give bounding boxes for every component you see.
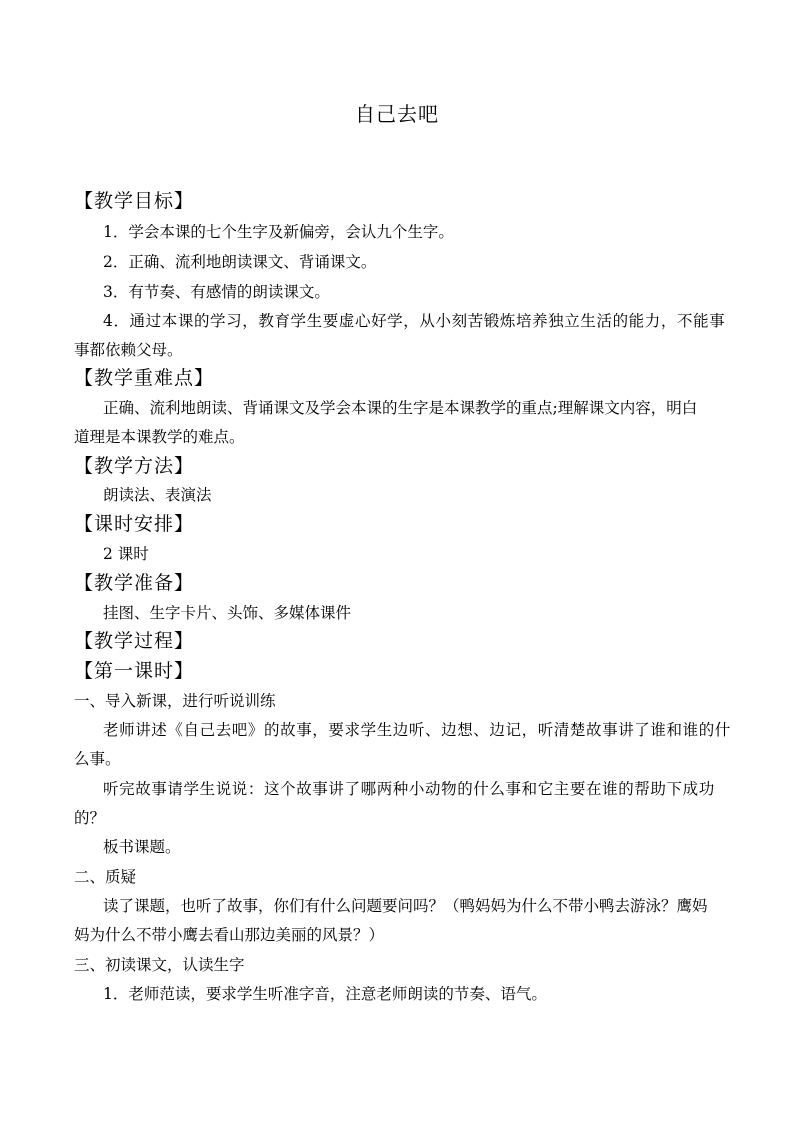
section-1-heading: 一、导入新课，进行听说训练 [74, 692, 276, 710]
heading-process: 【教学过程】 [74, 630, 195, 652]
goal-item-continued: 事都依赖父母。 [74, 341, 183, 359]
section-1-paragraph-continued: 的？ [74, 809, 106, 827]
heading-goals: 【教学目标】 [74, 190, 195, 212]
heading-schedule: 【课时安排】 [74, 513, 195, 535]
section-1-paragraph: 板书课题。 [103, 838, 181, 856]
section-1-paragraph-continued: 么事。 [74, 750, 121, 768]
section-2-paragraph: 读了课题，也听了故事，你们有什么问题要问吗？（鸭妈妈为什么不带小鸭去游泳？鹰妈 [103, 897, 708, 915]
heading-key-points: 【教学重难点】 [74, 367, 215, 389]
key-points-text: 正确、流利地朗读、背诵课文及学会本课的生字是本课教学的重点;理解课文内容，明白 [103, 399, 698, 417]
schedule-text: 2 课时 [103, 545, 149, 563]
goal-item: 1．学会本课的七个生字及新偏旁，会认九个生字。 [103, 223, 454, 241]
heading-first-lesson: 【第一课时】 [74, 660, 195, 682]
goal-item: 4．通过本课的学习，教育学生要虚心好学，从小刻苦锻炼培养独立生活的能力，不能事 [103, 312, 726, 330]
heading-methods: 【教学方法】 [74, 455, 195, 477]
key-points-text-continued: 道理是本课教学的难点。 [74, 428, 245, 446]
section-1-paragraph: 老师讲述《自己去吧》的故事，要求学生边听、边想、边记，听清楚故事讲了谁和谁的什 [103, 721, 731, 739]
heading-preparation: 【教学准备】 [74, 572, 195, 594]
section-3-paragraph: 1．老师范读，要求学生听准字音，注意老师朗读的节奏、语气。 [103, 985, 547, 1003]
goal-item: 3．有节奏、有感情的朗读课文。 [103, 283, 330, 301]
section-2-paragraph-continued: 妈为什么不带小鹰去看山那边美丽的风景？） [74, 926, 385, 944]
page-title: 自己去吧 [355, 102, 439, 126]
methods-text: 朗读法、表演法 [103, 486, 212, 504]
section-3-heading: 三、初读课文，认读生字 [74, 956, 245, 974]
preparation-text: 挂图、生字卡片、头饰、多媒体课件 [103, 604, 352, 622]
section-1-paragraph: 听完故事请学生说说：这个故事讲了哪两种小动物的什么事和它主要在谁的帮助下成功 [103, 780, 715, 798]
goal-item: 2．正确、流利地朗读课文、背诵课文。 [103, 253, 377, 271]
section-2-heading: 二、质疑 [74, 868, 137, 886]
